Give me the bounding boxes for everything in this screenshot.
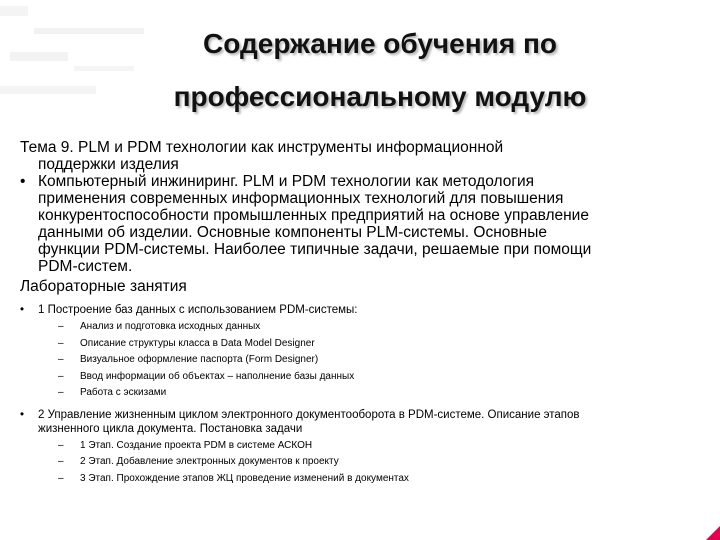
- bullet-marker: •: [20, 408, 25, 421]
- sub-item-text: 3 Этап. Прохождение этапов ЖЦ проведение изменений в документах: [80, 472, 409, 484]
- bullet-line: функции PDM-системы. Наиболее типичные задачи, решаемые при помощи: [38, 241, 592, 258]
- lab-2-sublist: [20, 438, 710, 488]
- sub-item: [20, 319, 710, 336]
- sub-item-text: 1 Этап. Создание проекта PDM в системе АСКОН: [80, 439, 313, 451]
- dash-marker: –: [58, 354, 64, 365]
- bullet-line: применения современных информационных технологий для повышения: [38, 190, 564, 207]
- sub-item: [20, 454, 710, 471]
- sub-item: [20, 471, 710, 488]
- dash-marker: –: [58, 321, 64, 332]
- sub-item: [20, 336, 710, 353]
- bullet-marker: •: [20, 173, 26, 190]
- lab-1-sublist: [20, 319, 710, 402]
- dash-marker: –: [58, 337, 64, 349]
- sub-item-text: 2 Этап. Добавление электронных документов к проекту: [80, 456, 339, 467]
- dash-marker: –: [58, 472, 64, 484]
- slide-title-line-2: профессиональному модулю: [173, 81, 587, 112]
- sub-item: [20, 385, 710, 402]
- bullet-line: данными об изделии. Основные компоненты PLM-системы. Основные: [38, 224, 547, 241]
- topic-line: поддержки изделия: [38, 156, 179, 173]
- lab-item-2-continued: жизненного цикла документа. Постановка задачи: [38, 422, 303, 435]
- slide-body: [20, 139, 710, 487]
- lab-item-2: [20, 408, 710, 422]
- bullet-marker: •: [20, 304, 25, 316]
- bullet-line: [20, 173, 710, 190]
- main-bullet: [20, 173, 710, 275]
- sub-item: [20, 352, 710, 369]
- bullet-text: Компьютерный инжиниринг. PLM и PDM технологии как методология: [38, 173, 535, 190]
- dash-marker: –: [58, 370, 64, 382]
- sub-item-text: Описание структуры класса в Data Model Designer: [80, 337, 315, 349]
- lab-item-text: 2 Управление жизненным циклом электронного документооборота в PDM-системе. Описание этапов: [38, 408, 580, 421]
- sub-item: [20, 438, 710, 455]
- lab-item-1: [20, 303, 710, 317]
- accent-corner-icon: [706, 526, 720, 540]
- bullet-line: конкурентоспособности промышленных предприятий на основе управление: [38, 207, 589, 224]
- lab-item-text: 1 Построение баз данных с использованием PDM-системы:: [38, 304, 358, 316]
- sub-item: [20, 369, 710, 386]
- sub-item-text: Визуальное оформление паспорта (Form Designer): [80, 354, 319, 365]
- slide-title-line-1: Содержание обучения по: [203, 28, 557, 59]
- bullet-line: PDM-систем.: [38, 258, 133, 275]
- sub-item-text: Анализ и подготовка исходных данных: [80, 321, 261, 332]
- lab-heading: Лабораторные занятия: [20, 278, 187, 295]
- dash-marker: –: [58, 456, 64, 467]
- topic-line: Тема 9. PLM и PDM технологии как инструменты информационной: [20, 139, 504, 156]
- sub-item-text: Ввод информации об объектах – наполнение базы данных: [80, 370, 355, 382]
- dash-marker: –: [58, 439, 64, 451]
- dash-marker: –: [58, 387, 64, 398]
- topic-heading: [20, 139, 710, 173]
- sub-item-text: Работа с эскизами: [80, 387, 167, 398]
